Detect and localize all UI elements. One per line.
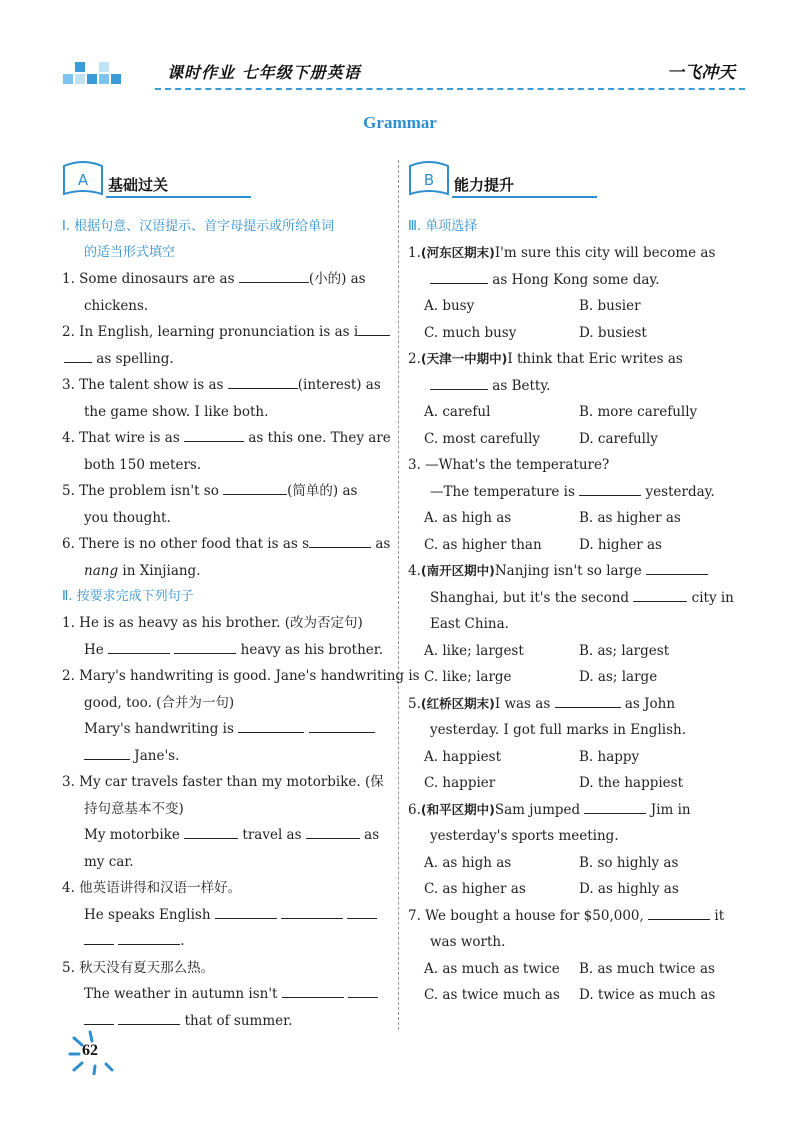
mc-5: 5.(红桥区期末)I was as as John bbox=[408, 695, 676, 712]
mc-7: 7. We bought a house for $50,000, it bbox=[408, 907, 725, 924]
option[interactable]: D. as highly as bbox=[579, 881, 679, 897]
answer-blank[interactable] bbox=[282, 984, 344, 998]
section-b-rule bbox=[452, 196, 597, 198]
option[interactable]: C. like; large bbox=[424, 669, 512, 685]
q1-cont: chickens. bbox=[84, 297, 149, 314]
option[interactable]: B. so highly as bbox=[579, 854, 679, 871]
mc-5-options bbox=[408, 744, 738, 771]
page-header bbox=[55, 50, 745, 98]
page-title: Grammar bbox=[363, 113, 437, 132]
answer-blank[interactable] bbox=[309, 719, 375, 733]
q3-cont: the game show. I like both. bbox=[84, 403, 269, 420]
part-2-heading: Ⅱ. 按要求完成下列句子 bbox=[62, 589, 194, 604]
book-badge-icon bbox=[408, 160, 450, 198]
answer-blank[interactable] bbox=[84, 746, 130, 760]
mc-5-cont: yesterday. I got full marks in English. bbox=[430, 722, 686, 738]
column-divider bbox=[398, 160, 399, 1030]
option[interactable]: B. as; largest bbox=[579, 642, 670, 659]
answer-blank[interactable] bbox=[239, 269, 309, 283]
mc-4: 4.(南开区期中)Nanjing isn't so large bbox=[408, 558, 738, 585]
answer-blank[interactable] bbox=[118, 931, 180, 945]
option[interactable]: C. happier bbox=[424, 775, 496, 791]
header-brand: 一飞冲天 bbox=[667, 63, 735, 83]
section-b-header bbox=[408, 158, 738, 204]
section-b-title: 能力提升 bbox=[454, 176, 515, 194]
mc-1-cont: as Hong Kong some day. bbox=[408, 267, 738, 294]
mc-6: 6.(和平区期中)Sam jumped Jim in bbox=[408, 801, 691, 818]
option[interactable]: A. busy bbox=[424, 298, 475, 314]
q6-cont: nang in Xinjiang. bbox=[84, 562, 201, 579]
p2-answer: Mary's handwriting is bbox=[62, 716, 392, 743]
answer-blank[interactable] bbox=[579, 482, 641, 496]
answer-blank[interactable] bbox=[281, 905, 343, 919]
right-column bbox=[408, 158, 738, 1009]
left-column bbox=[62, 158, 420, 1034]
answer-blank[interactable] bbox=[184, 825, 238, 839]
mc-4-options bbox=[408, 664, 738, 691]
mc-3: 3. —What's the temperature? bbox=[408, 457, 610, 473]
p2-answer-cont: Jane's. bbox=[62, 743, 392, 770]
mc-2-cont: as Betty. bbox=[408, 373, 738, 400]
section-a-rule bbox=[106, 196, 251, 198]
option[interactable]: C. most carefully bbox=[424, 430, 541, 447]
answer-blank[interactable] bbox=[348, 984, 378, 998]
q2: 2. In English, learning pronunciation is as i bbox=[62, 319, 392, 346]
mc-3-options bbox=[408, 532, 738, 559]
mc-2: 2.(天津一中期中)I think that Eric writes as bbox=[408, 351, 683, 367]
option[interactable]: B. happy bbox=[579, 748, 640, 765]
answer-blank[interactable] bbox=[84, 1011, 114, 1025]
part-1-heading-cont: 的适当形式填空 bbox=[84, 245, 176, 260]
option[interactable]: D. carefully bbox=[579, 430, 658, 447]
option[interactable]: C. much busy bbox=[424, 324, 517, 341]
p1: 1. He is as heavy as his brother. (改为否定句) bbox=[62, 615, 363, 631]
p4: 4. 他英语讲得和汉语一样好。 bbox=[62, 880, 242, 896]
option[interactable]: D. the happiest bbox=[579, 775, 684, 791]
badge-letter: B bbox=[423, 171, 435, 189]
answer-blank[interactable] bbox=[347, 905, 377, 919]
sunburst-icon bbox=[68, 1030, 128, 1075]
book-badge-icon bbox=[62, 160, 104, 198]
option[interactable]: C. as higher as bbox=[424, 881, 526, 897]
answer-blank[interactable] bbox=[309, 534, 371, 548]
answer-blank[interactable] bbox=[118, 1011, 180, 1025]
q5-cont: you thought. bbox=[84, 509, 171, 526]
option[interactable]: C. as twice much as bbox=[424, 987, 560, 1003]
answer-blank[interactable] bbox=[84, 931, 114, 945]
p2-cont: good, too. (合并为一句) bbox=[84, 694, 235, 711]
mc-1: 1.(河东区期末)I'm sure this city will become as bbox=[408, 245, 716, 261]
answer-blank[interactable] bbox=[430, 376, 488, 390]
checker-squares-icon bbox=[63, 56, 123, 90]
answer-blank[interactable] bbox=[174, 640, 236, 654]
mc-1-options bbox=[408, 293, 738, 320]
answer-blank[interactable] bbox=[306, 825, 360, 839]
option[interactable]: D. higher as bbox=[579, 536, 662, 553]
mc-2-options bbox=[408, 399, 738, 426]
option[interactable]: B. more carefully bbox=[579, 404, 698, 420]
option[interactable]: D. busiest bbox=[579, 324, 647, 341]
q3: 3. The talent show is as (interest) as bbox=[62, 377, 381, 393]
section-a-header bbox=[62, 158, 392, 204]
page-number bbox=[68, 1030, 128, 1075]
answer-blank[interactable] bbox=[215, 905, 277, 919]
answer-blank[interactable] bbox=[555, 694, 621, 708]
mc-4-cont: Shanghai, but it's the second city in bbox=[430, 589, 734, 606]
mc-7-options bbox=[408, 982, 738, 1009]
p3-answer: My motorbike travel as as bbox=[84, 827, 380, 843]
mc-6-options bbox=[408, 850, 738, 877]
option[interactable]: A. as high as bbox=[424, 854, 512, 871]
option[interactable]: A. like; largest bbox=[424, 642, 524, 659]
answer-blank[interactable] bbox=[108, 640, 170, 654]
mc-6-options bbox=[408, 876, 738, 903]
answer-blank[interactable] bbox=[228, 375, 298, 389]
answer-blank[interactable] bbox=[430, 270, 488, 284]
part-3 bbox=[408, 214, 738, 1009]
mc-4-options bbox=[408, 638, 738, 665]
part-1 bbox=[62, 214, 392, 584]
mc-2-options bbox=[408, 426, 738, 453]
header-divider bbox=[155, 88, 745, 90]
option[interactable]: A. as much as twice bbox=[424, 960, 560, 977]
p3-answer-cont: my car. bbox=[84, 853, 134, 870]
mc-7-options bbox=[408, 956, 738, 983]
p5-answer-cont: that of summer. bbox=[62, 1008, 392, 1035]
answer-blank[interactable] bbox=[648, 906, 710, 920]
p2: 2. Mary's handwriting is good. Jane's handwriting is bbox=[62, 668, 420, 684]
q4: 4. That wire is as as this one. They are bbox=[62, 430, 391, 446]
mc-1-options bbox=[408, 320, 738, 347]
answer-blank[interactable] bbox=[584, 800, 646, 814]
p4-answer: He speaks English bbox=[62, 902, 392, 929]
option[interactable]: A. happiest bbox=[424, 748, 502, 765]
option[interactable]: D. twice as much as bbox=[579, 987, 716, 1003]
mc-3-options bbox=[408, 505, 738, 532]
header-title: 课时作业 七年级下册英语 bbox=[167, 63, 361, 82]
q6: 6. There is no other food that is as s as bbox=[62, 536, 391, 552]
answer-blank[interactable] bbox=[64, 349, 92, 363]
p3-cont: 持句意基本不变) bbox=[84, 800, 184, 817]
option[interactable]: A. as high as bbox=[424, 510, 512, 526]
q4-cont: both 150 meters. bbox=[84, 456, 202, 473]
option[interactable]: A. careful bbox=[424, 404, 491, 420]
option[interactable]: C. as higher than bbox=[424, 536, 542, 553]
q2-cont: as spelling. bbox=[62, 346, 392, 373]
part-2 bbox=[62, 584, 420, 1034]
mc-5-options bbox=[408, 770, 738, 797]
answer-blank[interactable] bbox=[633, 588, 687, 602]
q5: 5. The problem isn't so (简单的) as bbox=[62, 483, 358, 499]
mc-6-cont: yesterday's sports meeting. bbox=[430, 828, 619, 844]
badge-letter: A bbox=[77, 171, 89, 189]
mc-7-cont: was worth. bbox=[430, 934, 506, 950]
part-3-heading: Ⅲ. 单项选择 bbox=[408, 219, 478, 234]
q1: 1. Some dinosaurs are as (小的) as bbox=[62, 271, 366, 287]
answer-blank[interactable] bbox=[358, 322, 390, 336]
answer-blank[interactable] bbox=[238, 719, 304, 733]
mc-4-cont2: East China. bbox=[430, 616, 509, 632]
answer-blank[interactable] bbox=[184, 428, 244, 442]
option[interactable]: B. as higher as bbox=[579, 510, 681, 526]
p5: 5. 秋天没有夏天那么热。 bbox=[62, 959, 215, 976]
p3: 3. My car travels faster than my motorbike. (保 bbox=[62, 774, 384, 790]
page-number-text: 62 bbox=[82, 1042, 98, 1059]
answer-blank[interactable] bbox=[223, 481, 287, 495]
p1-answer: He heavy as his brother. bbox=[84, 641, 384, 658]
option[interactable]: D. as; large bbox=[579, 669, 658, 685]
mc-3-cont: —The temperature is yesterday. bbox=[430, 483, 715, 500]
section-a-title: 基础过关 bbox=[108, 176, 169, 194]
option[interactable]: B. as much twice as bbox=[579, 960, 715, 977]
p4-answer-cont: . bbox=[62, 928, 392, 955]
part-1-heading: Ⅰ. 根据句意、汉语提示、首字母提示或所给单词 bbox=[62, 219, 335, 234]
p5-answer: The weather in autumn isn't bbox=[62, 981, 392, 1008]
option[interactable]: B. busier bbox=[579, 298, 641, 314]
answer-blank[interactable] bbox=[646, 561, 708, 575]
